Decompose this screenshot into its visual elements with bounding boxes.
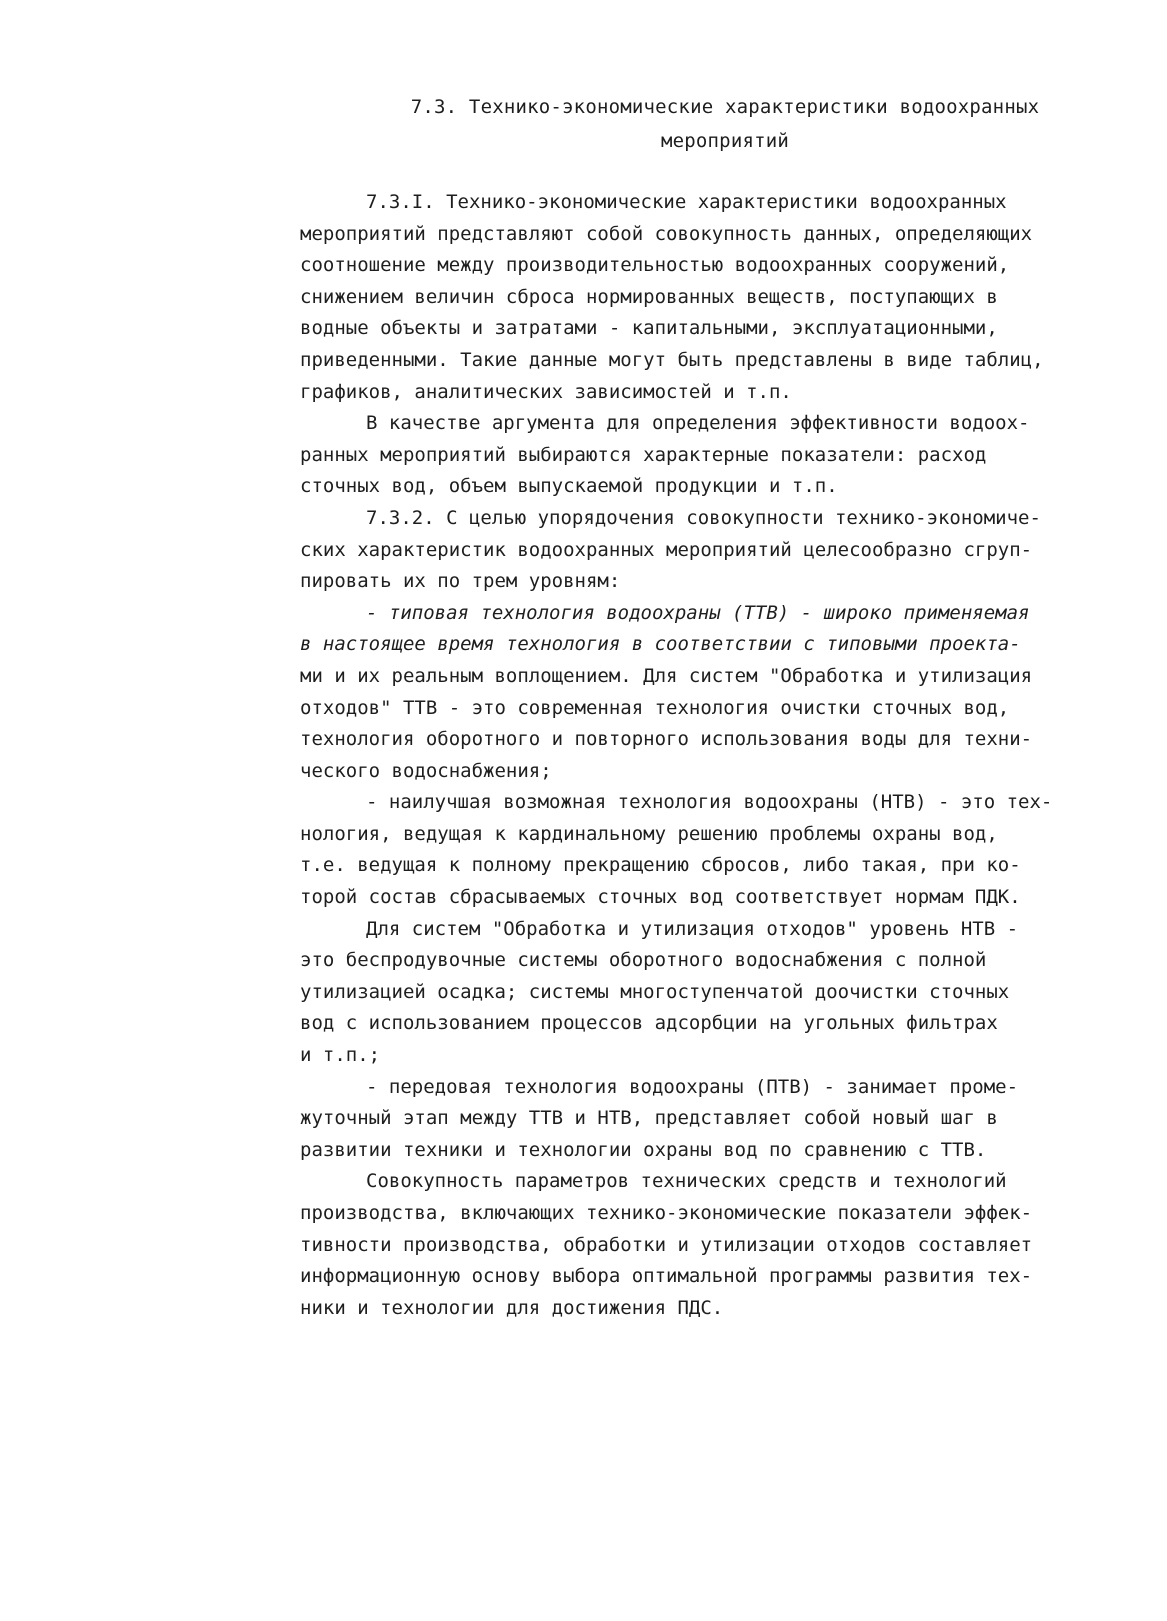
body-line: т.е. ведущая к полному прекращению сбросов, либо такая, при ко-: [300, 854, 1021, 877]
paragraph-argument-line: В качестве аргумента для определения эффективности водоох-: [366, 412, 1030, 435]
body-line: графиков, аналитических зависимостей и т.п.: [300, 380, 792, 403]
body-line: технология оборотного и повторного использования воды для техни-: [300, 728, 1033, 751]
body-line: нология, ведущая к кардинальному решению проблемы охраны вод,: [300, 822, 998, 845]
body-line: ми и их реальным воплощением. Для систем "Обработка и утилизация: [300, 664, 1033, 687]
body-line: водные объекты и затратами - капитальными, эксплуатационными,: [300, 317, 998, 340]
body-text: [300, 187, 1120, 1324]
body-line: это беспродувочные системы оборотного водоснабжения с полной: [300, 949, 987, 972]
body-line: ских характеристик водоохранных мероприятий целесообразно сгруп-: [300, 538, 1033, 561]
body-line: соотношение между производительностью водоохранных сооружений,: [300, 254, 1010, 277]
body-line: приведенными. Такие данные могут быть представлены в виде таблиц,: [300, 348, 1044, 371]
paragraph-7-3-2-line: 7.3.2. С целью упорядочения совокупности технико-экономиче-: [366, 506, 1041, 529]
body-line: мероприятий представляют собой совокупность данных, определяющих: [300, 222, 1033, 245]
list-item-ptv-line: - передовая технология водоохраны (ПТВ) - занимает проме-: [366, 1075, 1019, 1098]
body-line: торой состав сбрасываемых сточных вод соответствует нормам ПДК.: [300, 886, 1021, 909]
section-heading-line-1: 7.3. Технико-экономические характеристики водоохранных: [410, 96, 1040, 118]
body-line: и т.п.;: [300, 1044, 381, 1067]
body-line: снижением величин сброса нормированных веществ, поступающих в: [300, 285, 998, 308]
body-line: ники и технологии для достижения ПДС.: [300, 1296, 724, 1319]
body-line: в настоящее время технология в соответствии с типовыми проекта-: [300, 633, 1021, 656]
body-line: информационную основу выбора оптимальной программы развития тех-: [300, 1265, 1033, 1288]
section-heading-line-2: мероприятий: [660, 130, 790, 152]
body-line: пировать их по трем уровням:: [300, 570, 621, 593]
body-line: вод с использованием процессов адсорбции на угольных фильтрах: [300, 1012, 998, 1035]
body-line: ранных мероприятий выбираются характерные показатели: расход: [300, 443, 987, 466]
list-item-ntv-line: - наилучшая возможная технология водоохраны (НТВ) - это тех-: [366, 791, 1053, 814]
body-line: тивности производства, обработки и утилизации отходов составляет: [300, 1233, 1033, 1256]
paragraph-conclusion-line: Совокупность параметров технических средств и технологий: [366, 1170, 1007, 1193]
body-line: производства, включающих технико-экономические показатели эффек-: [300, 1202, 1033, 1224]
body-line: отходов" ТТВ - это современная технология очистки сточных вод,: [300, 696, 1010, 719]
body-line: жуточный этап между ТТВ и НТВ, представляет собой новый шаг в: [300, 1107, 998, 1130]
section-heading: [300, 90, 1150, 158]
paragraph-7-3-1-line: 7.3.I. Технико-экономические характеристики водоохранных: [366, 191, 1007, 213]
body-line: развитии техники и технологии охраны вод по сравнению с ТТВ.: [300, 1138, 987, 1161]
paragraph-ntv-systems-line: Для систем "Обработка и утилизация отходов" уровень НТВ -: [366, 917, 1019, 940]
body-line: сточных вод, объем выпускаемой продукции и т.п.: [300, 475, 838, 498]
body-line: ческого водоснабжения;: [300, 759, 552, 782]
list-item-ttv-line: - типовая технология водоохраны (ТТВ) - широко применяемая: [366, 601, 1030, 624]
body-line: утилизацией осадка; системы многоступенчатой доочистки сточных: [300, 980, 1010, 1003]
